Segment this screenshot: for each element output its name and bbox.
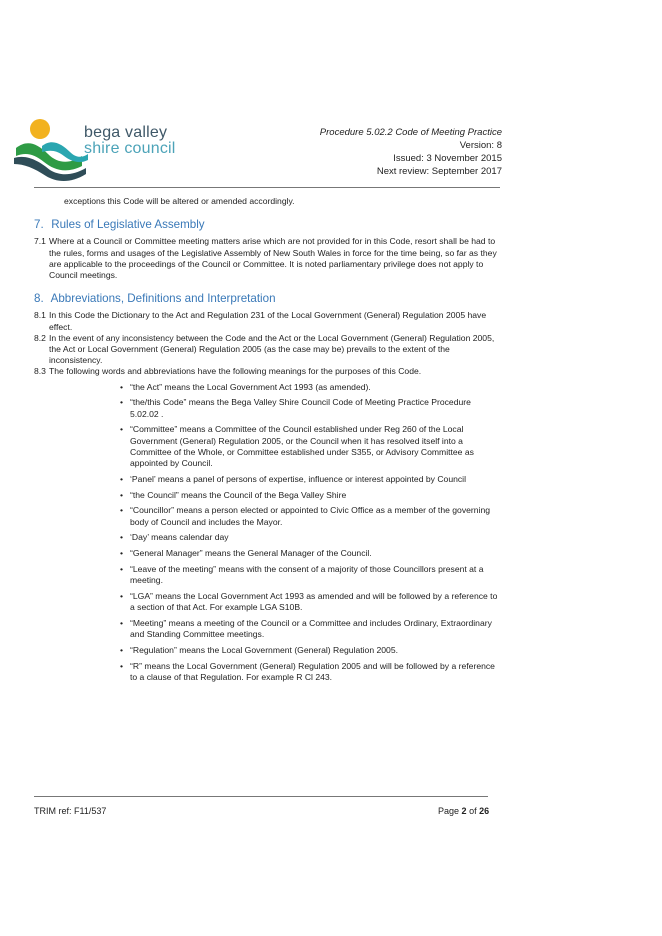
page-total: 26 [479, 806, 490, 816]
section-8-title: Abbreviations, Definitions and Interpretation [50, 292, 276, 306]
definition-item [34, 424, 500, 469]
paragraph-text: Where at a Council or Committee meeting matters arise which are not provided for in this Code, resort shall be had to the rules, forms and usages of the Legislative Assembly of New South Wales in force for the time being, so far as they are applicable to the proceedings of the Council or Committee. It is noted parliamentary privilege does not apply to Council meetings. [49, 236, 497, 281]
paragraph-8-1 [34, 310, 500, 332]
definition-item [34, 505, 500, 527]
logo-text-line1: bega valley [84, 124, 168, 141]
definition-text: ‘Panel’ means a panel of persons of expertise, influence or interest appointed by Council [130, 473, 466, 484]
paragraph-text: In the event of any inconsistency between the Code and the Act or the Local Government (General) Regulation 2005, the Act or Local Government (General) Regulation 2005 (as the case may be) prevails to the extent of the inconsistency. [49, 332, 495, 366]
definition-item [34, 618, 500, 640]
definition-item [34, 532, 500, 543]
bullet-icon: • [120, 618, 124, 629]
definition-text: “the Council” means the Council of the Bega Valley Shire [130, 489, 347, 500]
bullet-icon: • [120, 532, 124, 543]
page-of: of [469, 806, 477, 816]
definition-text: “Leave of the meeting” means with the consent of a majority of those Councillors present at a meeting. [130, 564, 484, 586]
definition-text: “the/this Code” means the Bega Valley Shire Council Code of Meeting Practice Procedure 5.02.02 . [130, 397, 471, 419]
bullet-icon: • [120, 424, 124, 435]
bullet-icon: • [120, 660, 124, 671]
bullet-icon: • [120, 381, 124, 392]
definition-item [34, 548, 500, 559]
paragraph-7-1 [34, 236, 500, 281]
paragraph-number: 8.2 [34, 332, 46, 343]
section-7-heading [34, 219, 500, 230]
section-7-title: Rules of Legislative Assembly [51, 218, 205, 232]
definition-text: “Regulation” means the Local Government (General) Regulation 2005. [130, 645, 398, 656]
issued-date: Issued: 3 November 2015 [393, 153, 502, 164]
bullet-icon: • [120, 489, 124, 500]
definitions-list [34, 382, 500, 684]
definition-text: “General Manager” means the General Manager of the Council. [130, 548, 372, 559]
continued-text: exceptions this Code will be altered or amended accordingly. [64, 196, 295, 206]
page-current: 2 [461, 806, 467, 816]
page-label: Page [438, 806, 460, 816]
paragraph-text: The following words and abbreviations have the following meanings for the purposes of this Code. [49, 366, 422, 377]
footer-divider [34, 796, 488, 797]
definition-text: “R” means the Local Government (General) Regulation 2005 and will be followed by a reference to a clause of that Regulation. For example R Cl 243. [130, 660, 495, 683]
definition-item [34, 564, 500, 586]
paragraph-number: 8.1 [34, 310, 46, 321]
council-logo [14, 114, 214, 186]
section-8-number: 8. [34, 292, 44, 306]
definition-item [34, 474, 500, 485]
bullet-icon: • [120, 591, 124, 602]
definition-text: “the Act” means the Local Government Act 1993 (as amended). [130, 381, 371, 392]
definition-item [34, 397, 500, 419]
bullet-icon: • [120, 548, 124, 559]
paragraph-text: In this Code the Dictionary to the Act and Regulation 231 of the Local Government (General) Regulation 2005 have effect. [49, 310, 487, 332]
definition-text: “Councillor” means a person elected or appointed to Civic Office as a member of the governing body of Council and includes the Mayor. [130, 505, 491, 527]
definition-text: “Committee” means a Committee of the Council established under Reg 260 of the Local Government (General) Regulation 2005, or the Council when it has resolved itself into a Committee of the Whole, or Committee established under S355, or Advisory Committee as appointed by Council. [130, 424, 474, 469]
paragraph-8-3 [34, 366, 500, 377]
document-body [34, 196, 500, 688]
definition-text: “LGA” means the Local Government Act 1993 as amended and will be followed by a reference to a section of that Act. For example LGA S10B. [130, 591, 498, 613]
page-number [438, 806, 489, 816]
definition-item [34, 382, 500, 393]
bullet-icon: • [120, 645, 124, 656]
paragraph-number: 7.1 [34, 236, 46, 247]
procedure-title: Procedure 5.02.2 Code of Meeting Practice [319, 127, 502, 138]
definition-text: ‘Day’ means calendar day [130, 532, 229, 543]
document-meta [320, 126, 502, 178]
council-logo-graphic [14, 114, 94, 186]
section-8-heading [34, 293, 500, 304]
next-review-date: Next review: September 2017 [376, 166, 502, 177]
definition-item [34, 645, 500, 656]
paragraph-number: 8.3 [34, 366, 46, 377]
definition-item [34, 661, 500, 683]
version-label: Version: 8 [459, 140, 502, 151]
header-divider [34, 187, 500, 188]
paragraph-8-2 [34, 333, 500, 367]
definition-item [34, 591, 500, 613]
bullet-icon: • [120, 564, 124, 575]
bullet-icon: • [120, 505, 124, 516]
bullet-icon: • [120, 397, 124, 408]
section-7-number: 7. [34, 218, 44, 232]
definition-text: “Meeting” means a meeting of the Council or a Committee and includes Ordinary, Extraordinary and Standing Committee meetings. [130, 618, 492, 640]
logo-sun-icon [30, 119, 50, 139]
definition-item [34, 490, 500, 501]
logo-text-line2: shire council [84, 140, 176, 157]
trim-reference: TRIM ref: F11/537 [34, 806, 107, 816]
bullet-icon: • [120, 473, 124, 484]
